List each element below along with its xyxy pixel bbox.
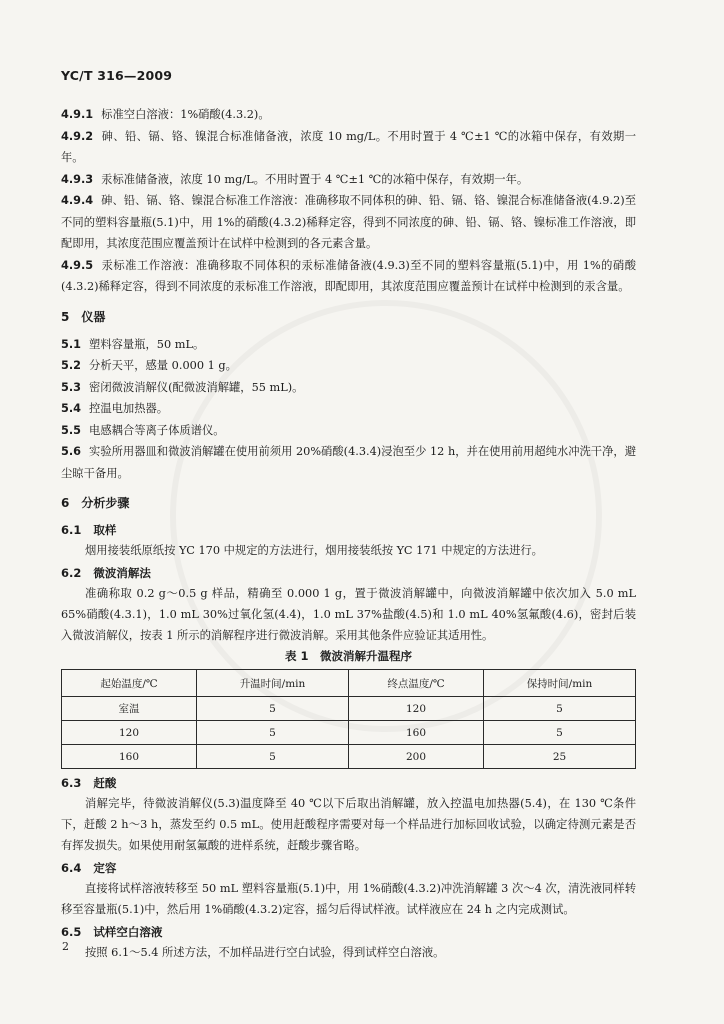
chapter-number: 5: [61, 309, 70, 324]
table-cell: 5: [484, 721, 636, 745]
clause-text: 实验所用器皿和微波消解罐在使用前须用 20%硝酸(4.3.4)浸泡至少 12 h，并在使用前用超纯水冲洗干净，避尘晾干备用。: [61, 445, 636, 480]
table-cell: 5: [197, 721, 349, 745]
clause-number: 5.1: [61, 337, 82, 351]
table-cell: 160: [348, 721, 483, 745]
table-header-cell: 保持时间/min: [484, 670, 636, 697]
table-cell: 5: [197, 697, 349, 721]
clause-5-5: [61, 420, 636, 442]
clause-number: 5.4: [61, 402, 82, 415]
clause-text: 标准空白溶液：1%硝酸(4.3.2)。: [101, 108, 270, 121]
table-row: [62, 697, 636, 721]
clause-4-9-1: [61, 104, 636, 126]
clause-5-4: [61, 398, 636, 420]
clause-4-9-2: [61, 126, 636, 169]
section-6-2-text: 准确称取 0.2 g～0.5 g 样品，精确至 0.000 1 g，置于微波消解罐中，向微波消解罐中依次加入 5.0 mL 65%硝酸(4.3.1)，1.0 mL 30%过氧化氢(4.4)，1.0 mL 37%盐酸(4.5)和 1.0 mL 40%氢氟酸(4.6)，密封后装入微波消解仪，按表 1 所示的消解程序进行微波消解。采用其他条件应验证其适用性。: [61, 587, 636, 642]
table-cell: 5: [197, 745, 349, 769]
clause-5-1: [61, 334, 636, 356]
section-title: 赶酸: [93, 776, 117, 790]
section-title: 试样空白溶液: [93, 925, 163, 939]
clause-text: 分析天平，感量 0.000 1 g。: [89, 359, 237, 372]
table-row: [62, 721, 636, 745]
chapter-title: 分析步骤: [81, 496, 130, 510]
digestion-program-table: [61, 669, 636, 769]
section-number: 6.4: [61, 861, 82, 875]
clause-number: 4.9.1: [61, 108, 94, 121]
clause-number: 5.2: [61, 359, 82, 372]
page-number: 2: [62, 940, 69, 953]
table-header-cell: 起始温度/℃: [62, 670, 197, 697]
clause-number: 4.9.2: [61, 129, 94, 143]
section-6-2-heading: [61, 563, 636, 583]
clause-5-3: [61, 377, 636, 399]
section-title: 取样: [93, 523, 117, 537]
table-header-row: [62, 670, 636, 697]
clause-text: 汞标准储备液，浓度 10 mg/L。不用时置于 4 ℃±1 ℃的冰箱中保存，有效期一年。: [101, 172, 529, 186]
chapter-title: 仪器: [81, 309, 106, 324]
clause-text: 砷、铅、镉、铬、镍混合标准储备液，浓度 10 mg/L。不用时置于 4 ℃±1 ℃的冰箱中保存，有效期一年。: [61, 129, 636, 164]
table-cell: 25: [484, 745, 636, 769]
clause-number: 4.9.5: [61, 258, 94, 272]
clause-text: 电感耦合等离子体质谱仪。: [89, 423, 225, 437]
section-6-5-text: 按照 6.1～5.4 所述方法，不加样品进行空白试验，得到试样空白溶液。: [85, 946, 445, 959]
chapter-number: 6: [61, 496, 70, 510]
clause-text: 汞标准工作溶液：准确移取不同体积的汞标准储备液(4.9.3)至不同的塑料容量瓶(5.1)中，用 1%的硝酸(4.3.2)稀释定容，得到不同浓度的汞标准工作溶液，即配即用，其浓度范围应覆盖预计在试样中检测到的汞含量。: [61, 258, 636, 293]
section-number: 6.3: [61, 776, 82, 790]
section-title: 微波消解法: [93, 566, 151, 580]
table-cell: 160: [62, 745, 197, 769]
clause-text: 控温电加热器。: [89, 402, 169, 415]
clause-number: 5.6: [61, 445, 82, 458]
page-content: [61, 104, 636, 963]
clause-4-9-4: [61, 190, 636, 255]
section-6-4-heading: [61, 858, 636, 878]
table-cell: 室温: [62, 697, 197, 721]
table-1-title: 表 1 微波消解升温程序: [284, 649, 412, 663]
clause-4-9-3: [61, 169, 636, 191]
clause-text: 密闭微波消解仪(配微波消解罐，55 mL)。: [89, 380, 304, 394]
clause-5-6: [61, 441, 636, 484]
section-6-1-text: 烟用接装纸原纸按 YC 170 中规定的方法进行，烟用接装纸按 YC 171 中规定的方法进行。: [85, 544, 543, 557]
table-cell: 5: [484, 697, 636, 721]
section-number: 6.1: [61, 523, 82, 537]
table-row: [62, 745, 636, 769]
section-title: 定容: [93, 861, 117, 875]
table-header-cell: 升温时间/min: [197, 670, 349, 697]
section-6-5-heading: [61, 922, 636, 942]
table-cell: 120: [348, 697, 483, 721]
table-cell: 120: [62, 721, 197, 745]
clause-4-9-5: [61, 255, 636, 298]
clause-text: 砷、铅、镉、铬、镍混合标准工作溶液：准确移取不同体积的砷、铅、镉、铬、镍混合标准储备液(4.9.2)至不同的塑料容量瓶(5.1)中，用 1%的硝酸(4.3.2)稀释定容，得到不同浓度的砷、铅、镉、铬、镍标准工作溶液，即配即用，其浓度范围应覆盖预计在试样中检测到的各元素含量。: [61, 194, 636, 250]
section-6-3-text: 消解完毕，待微波消解仪(5.3)温度降至 40 ℃以下后取出消解罐，放入控温电加热器(5.4)，在 130 ℃条件下，赶酸 2 h～3 h，蒸发至约 0.5 mL。使用赶酸程序需要对每一个样品进行加标回收试验，以确定待测元素是否有挥发损失。如果使用耐氢氟酸的进样系统，赶酸步骤省略。: [61, 797, 636, 852]
chapter-6-heading: [61, 492, 636, 514]
chapter-5-heading: [61, 306, 636, 328]
clause-number: 4.9.4: [61, 194, 94, 207]
table-header-cell: 终点温度/℃: [348, 670, 483, 697]
clause-5-2: [61, 355, 636, 377]
clause-text: 塑料容量瓶，50 mL。: [89, 337, 205, 351]
table-cell: 200: [348, 745, 483, 769]
section-6-4-text: 直接将试样溶液转移至 50 mL 塑料容量瓶(5.1)中，用 1%硝酸(4.3.2)冲洗消解罐 3 次～4 次，清洗液同样转移至容量瓶(5.1)中，然后用 1%硝酸(4.3.2)定容，摇匀后得试样液。试样液应在 24 h 之内完成测试。: [61, 882, 636, 916]
standard-code: YC/T 316—2009: [61, 68, 173, 83]
clause-number: 5.5: [61, 423, 82, 437]
section-number: 6.2: [61, 566, 82, 580]
section-number: 6.5: [61, 925, 82, 939]
section-6-1-heading: [61, 520, 636, 540]
clause-number: 5.3: [61, 380, 82, 394]
clause-number: 4.9.3: [61, 172, 94, 186]
section-6-3-heading: [61, 773, 636, 793]
